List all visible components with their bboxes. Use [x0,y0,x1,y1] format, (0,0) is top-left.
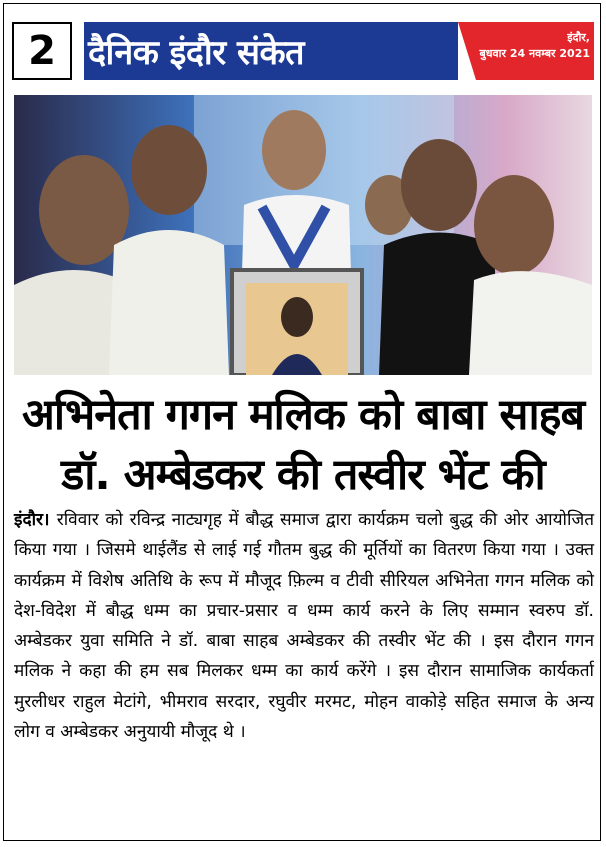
photo-illustration [14,95,592,375]
page-number-box [12,22,72,80]
issue-dateline [480,30,591,62]
issue-city: इंदौर, [567,31,590,44]
page-number: 2 [28,28,56,74]
article-dateline: इंदौर। [14,510,57,530]
headline-line-1: अभिनेता गगन मलिक को बाबा साहब [21,390,585,440]
headline-line-2: डॉ. अम्बेडकर की तस्वीर भेंट की [61,450,545,500]
article-headline [14,385,592,505]
newspaper-title: दैनिक इंदौर संकेत [88,33,304,73]
title-band [78,22,458,80]
news-photo [14,95,592,375]
issue-date: बुधवार 24 नवम्बर 2021 [479,47,590,60]
article-text: रविवार को रविन्द्र नाट्यगृह में बौद्ध समाज द्वारा कार्यक्रम चलो बुद्ध की ओर आयोजित किया गया । जिसमे थाईलैंड से लाई गई गौतम बुद्ध की मूर्तियों का वितरण किया गया । उक्त कार्यक्रम में विशेष अतिथि के रूप में मौजूद फ़िल्म व टीवी सीरियल अभिनेता गगन मलिक को देश-विदेश में बौद्ध धम्म का प्रचार-प्रसार व धम्म कार्य करने के लिए सम्मान स्वरुप डॉ. अम्बेडकर युवा समिति ने डॉ. बाबा साहब अम्बेडकर की तस्वीर भेंट की । इस दौरान गगन मलिक ने कहा की हम सब मिलकर धम्म का कार्य करेंगे । इस दौरान सामाजिक कार्यकर्ता मुरलीधर राहुल मेटांगे, भीमराव सरदार, रघुवीर मरमट, मोहन वाकोड़े सहित समाज के अन्य लोग व अम्बेडकर अनुयायी मौजूद थे । [14,510,595,743]
article-body [14,505,594,747]
masthead [12,22,594,80]
